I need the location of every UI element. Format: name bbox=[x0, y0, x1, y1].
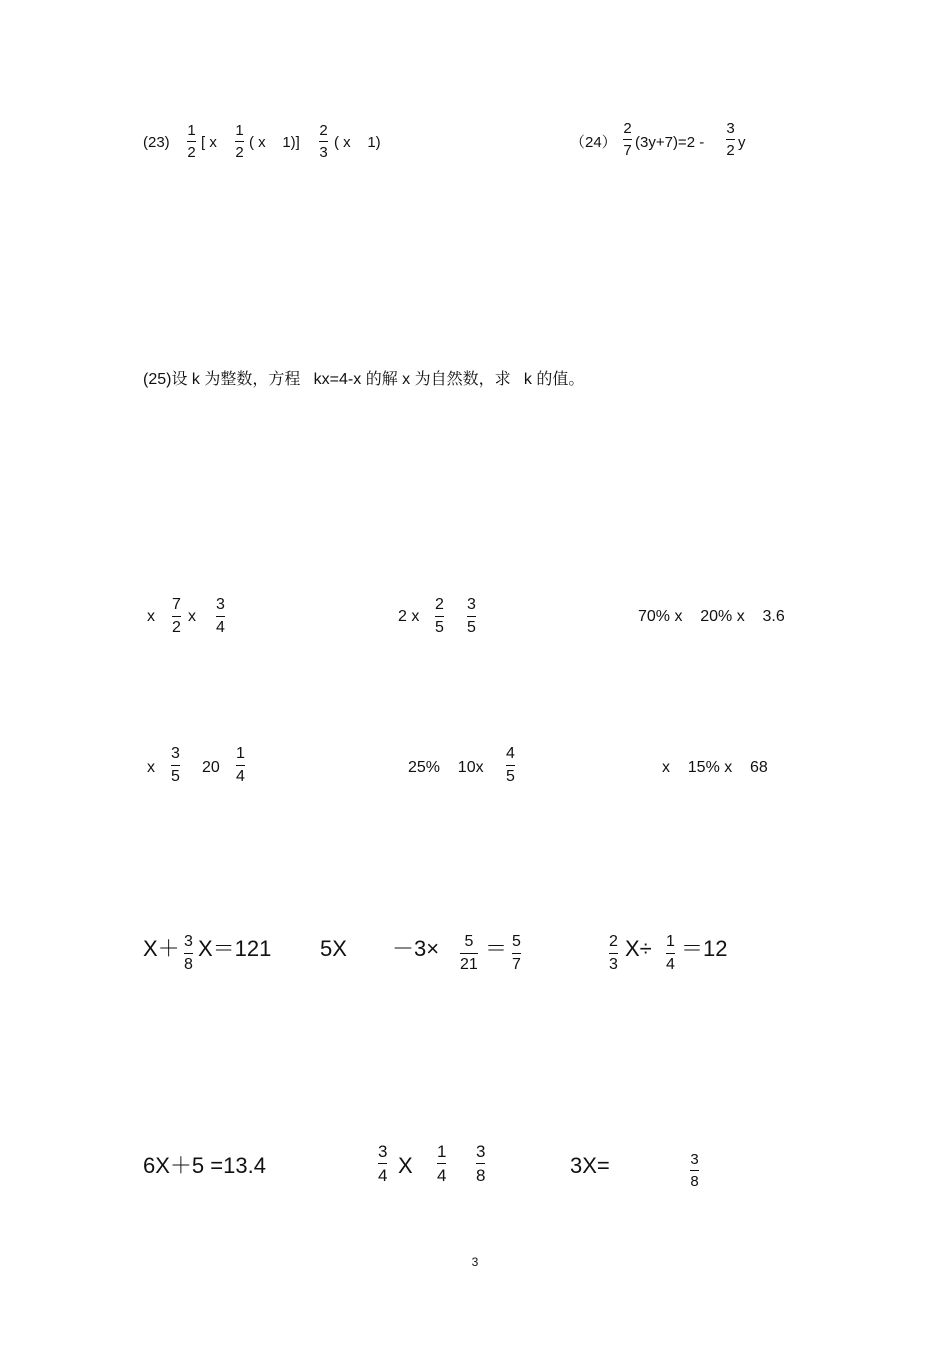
expr-text: x bbox=[147, 608, 155, 625]
expr-text: 20 bbox=[202, 759, 220, 776]
fraction: 3 4 bbox=[216, 596, 225, 636]
fraction: 2 7 bbox=[623, 120, 632, 159]
fraction: 5 21 bbox=[460, 933, 478, 973]
expr-text: y bbox=[738, 134, 746, 151]
expr-text: (3y+7)=2 - bbox=[635, 134, 705, 151]
page-number: 3 bbox=[471, 1255, 479, 1269]
fraction: 3 8 bbox=[476, 1142, 486, 1185]
problem-23-label: (23) bbox=[143, 134, 170, 151]
expr-text: 25% 10x bbox=[408, 759, 484, 776]
fraction: 4 5 bbox=[506, 745, 515, 785]
fraction: 3 2 bbox=[726, 120, 735, 159]
expr-text: x bbox=[147, 759, 155, 776]
expr-text: X＋ bbox=[143, 936, 180, 961]
expr-text: 70% x 20% x 3.6 bbox=[638, 608, 785, 625]
expr-text: ＝ bbox=[485, 936, 508, 961]
fraction: 3 4 bbox=[378, 1142, 388, 1185]
fraction: 1 4 bbox=[236, 745, 245, 785]
expr-text: x bbox=[188, 608, 196, 625]
expr-text: X bbox=[398, 1153, 413, 1178]
expr-text: ( x 1) bbox=[334, 134, 381, 151]
fraction: 2 3 bbox=[319, 122, 328, 161]
problem-25-text: (25)设 k 为整数，方程 kx=4-x 的解 x 为自然数，求 k 的值。 bbox=[143, 371, 585, 388]
expr-text: 5X bbox=[320, 936, 347, 961]
fraction: 1 4 bbox=[437, 1142, 447, 1185]
expr-text: [ x bbox=[201, 134, 217, 151]
expr-text: 2 x bbox=[398, 608, 420, 625]
fraction: 1 2 bbox=[187, 122, 196, 161]
fraction: 3 5 bbox=[171, 745, 180, 785]
expr-text: 6X＋5 =13.4 bbox=[143, 1153, 266, 1178]
fraction: 3 8 bbox=[184, 933, 193, 973]
fraction: 1 4 bbox=[666, 933, 675, 973]
expr-text: 3X= bbox=[570, 1153, 610, 1178]
expr-text: X＝121 bbox=[198, 936, 272, 961]
fraction: 5 7 bbox=[512, 933, 521, 973]
fraction: 1 2 bbox=[235, 122, 244, 161]
expr-text: ( x 1)] bbox=[249, 134, 300, 151]
expr-text: －3× bbox=[392, 936, 440, 961]
fraction: 2 3 bbox=[609, 933, 618, 973]
fraction: 7 2 bbox=[172, 596, 181, 636]
fraction: 3 5 bbox=[467, 596, 476, 636]
expr-text: ＝12 bbox=[681, 936, 728, 961]
problem-24-label: （24） bbox=[570, 134, 617, 151]
expr-text: x 15% x 68 bbox=[662, 759, 768, 776]
expr-text: X÷ bbox=[625, 936, 652, 961]
fraction: 3 8 bbox=[690, 1151, 699, 1190]
fraction: 2 5 bbox=[435, 596, 444, 636]
